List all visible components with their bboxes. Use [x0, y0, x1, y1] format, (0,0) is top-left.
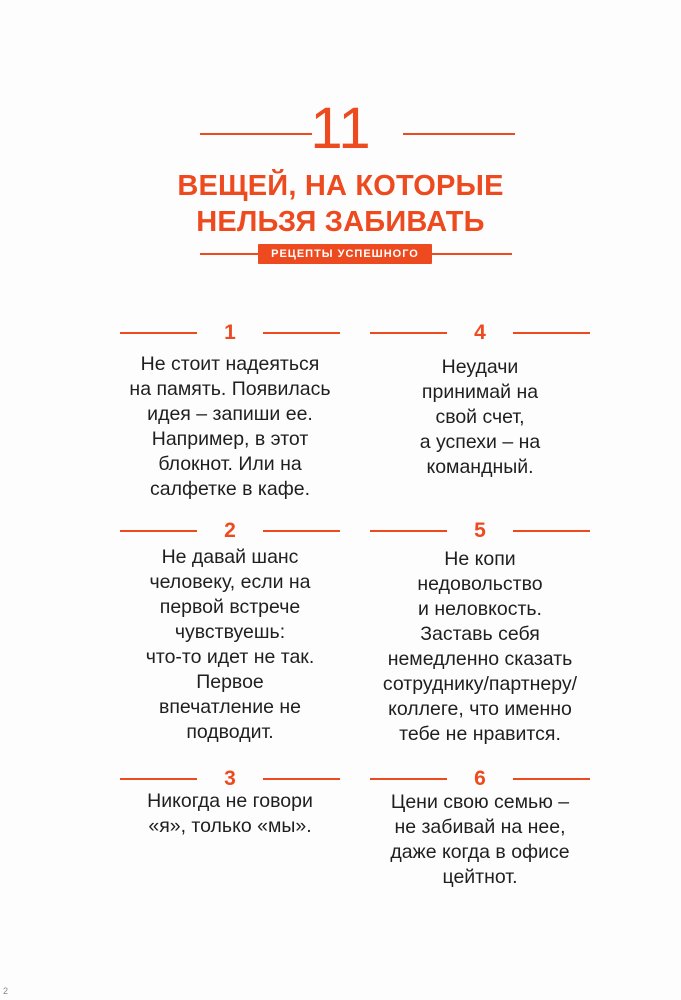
item-rule-left [120, 778, 197, 780]
item-rule-left [370, 332, 447, 334]
item-header-4 [370, 318, 590, 348]
item-number: 4 [474, 321, 486, 344]
item-rule-left [120, 332, 197, 334]
item-text-3: Никогда не говори «я», только «мы». [147, 790, 313, 837]
item-header-1 [120, 318, 340, 348]
item-text-2: Не давай шанс человеку, если на первой встрече чувствуешь: что-то идет не так. Первое впечатление не подводит. [145, 546, 315, 743]
item-rule-right [263, 332, 340, 334]
item-number: 1 [224, 321, 236, 344]
title-line-2: НЕЛЬЗЯ ЗАБИВАТЬ [196, 206, 485, 238]
subtitle-rule-right [432, 253, 512, 255]
item-number: 5 [474, 519, 486, 542]
item-number: 2 [224, 519, 236, 542]
item-rule-right [263, 778, 340, 780]
item-number: 3 [224, 767, 236, 790]
subtitle-rule-left [200, 253, 258, 255]
title-line-1: ВЕЩЕЙ, НА КОТОРЫЕ [177, 170, 504, 202]
subtitle-badge: РЕЦЕПТЫ УСПЕШНОГО [258, 244, 432, 264]
item-rule-left [370, 530, 447, 532]
hero-rule-right [403, 133, 515, 135]
item-header-2 [120, 516, 340, 546]
page-number: 2 [3, 986, 9, 996]
item-number: 6 [474, 767, 486, 790]
item-text-4: Неудачи принимай на свой счет, а успехи – на командный. [419, 356, 541, 478]
item-rule-right [513, 332, 590, 334]
item-rule-right [263, 530, 340, 532]
item-text-5: Не копи недовольство и неловкость. Заставь себя немедленно сказать сотруднику/партнеру/ коллеге, что именно тебе не нравится. [382, 548, 578, 745]
item-text-1: Не стоит надеяться на память. Появилась идея – запиши ее. Например, в этот блокнот. Или на салфетке в кафе. [129, 353, 331, 500]
item-rule-right [513, 530, 590, 532]
item-text-6: Цени свою семью – не забивай на нее, даже когда в офисе цейтнот. [390, 791, 570, 888]
item-rule-left [120, 530, 197, 532]
hero-number: 11 [310, 96, 371, 161]
page-title [0, 168, 681, 240]
item-rule-right [513, 778, 590, 780]
item-header-5 [370, 516, 590, 546]
item-rule-left [370, 778, 447, 780]
